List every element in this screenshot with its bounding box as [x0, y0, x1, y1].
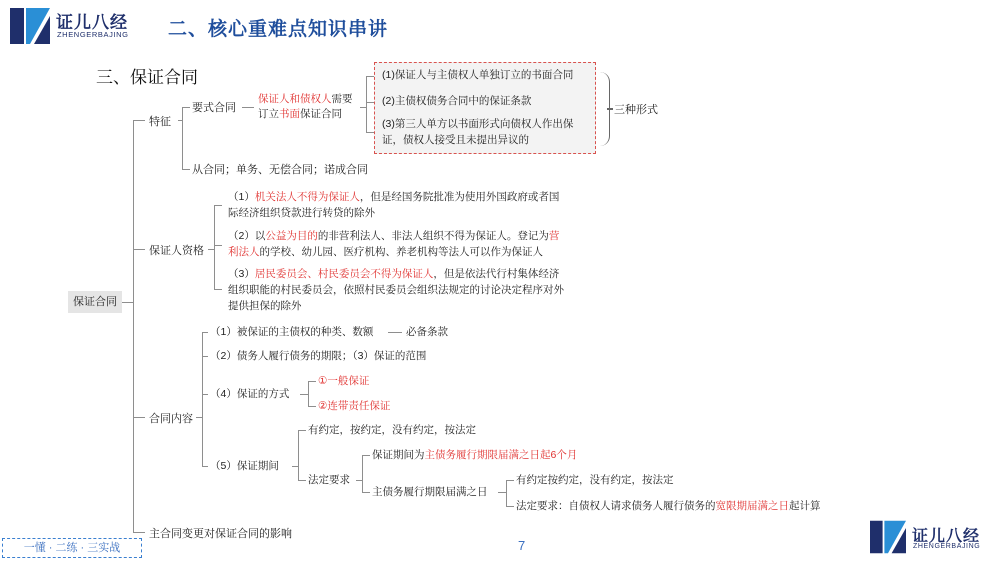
qualification-item-2-line2: 利法人的学校、幼儿园、医疗机构、养老机构等法人可以作为保证人: [228, 246, 543, 258]
content-item-5: （5）保证期间: [210, 460, 279, 472]
qualification-item-3-line3: 提供担保的除外: [228, 300, 302, 312]
formal-contract-desc-line1: 保证人和债权人需要: [258, 93, 353, 105]
brand-name-footer: 证儿八经: [912, 528, 981, 545]
mode-general-guarantee: ①一般保证: [318, 375, 370, 387]
page-number: 7: [518, 538, 526, 553]
content-item-1: （1）被保证的主债权的种类、数额: [210, 326, 374, 338]
qualification-item-1-line2: 际经济组织贷款进行转贷的除外: [228, 207, 375, 219]
content-item-4: （4）保证的方式: [210, 388, 290, 400]
brand-name: 证儿八经: [56, 13, 128, 32]
brand-name-en-footer: ZHENGERBAJING: [913, 543, 981, 550]
mode-joint-guarantee: ②连带责任保证: [318, 400, 391, 412]
footer-slogan-tag: 一懂 · 二练 · 三实战: [2, 538, 142, 558]
form-item-2: (2)主债权债务合同中的保证条款: [382, 95, 532, 107]
qualification-item-1-line1: （1）机关法人不得为保证人，但是经国务院批准为使用外国政府或者国: [228, 191, 560, 203]
brand-name-en: ZHENGERBAJING: [57, 30, 129, 39]
page-title: 二、核心重难点知识串讲: [168, 19, 389, 40]
period-agreed: 有约定，按约定，没有约定，按法定: [308, 424, 476, 436]
section-title: 三、保证合同: [96, 68, 198, 87]
qualification-item-2-line1: （2）以公益为目的的非营利法人、非法人组织不得为保证人。登记为营: [228, 230, 560, 242]
expiry-agreed: 有约定按约定，没有约定，按法定: [516, 474, 674, 486]
brand-logo-icon: [868, 519, 908, 555]
qualification-item-3-line2: 组织职能的村民委员会，依照村民委员会组织法规定的讨论决定程序对外: [228, 284, 564, 296]
node-guarantor-qualification: 保证人资格: [149, 245, 204, 257]
content-item-2-3: （2）债务人履行债务的期限；（3）保证的范围: [210, 350, 427, 362]
node-formal-contract: 要式合同: [192, 102, 236, 114]
node-main-contract-change: 主合同变更对保证合同的影响: [149, 528, 292, 540]
qualification-item-3-line1: （3）居民委员会、村民委员会不得为保证人，但是依法代行村集体经济: [228, 268, 560, 280]
node-other-features: 从合同；单务、无偿合同；诺成合同: [192, 164, 368, 176]
brand-logo-icon: [8, 6, 52, 46]
root-node-guarantee-contract: 保证合同: [68, 291, 122, 313]
period-legal-label: 法定要求: [308, 474, 350, 486]
formal-contract-desc-line2: 订立书面保证合同: [258, 108, 342, 120]
form-item-3-line1: (3)第三人单方以书面形式向债权人作出保: [382, 118, 574, 130]
three-forms-label: 三种形式: [614, 104, 658, 116]
form-item-3-line2: 证，债权人接受且未提出异议的: [382, 134, 529, 146]
period-legal-desc: 保证期间为主债务履行期限届满之日起6个月: [372, 449, 578, 461]
expiry-legal: 法定要求：自债权人请求债务人履行债务的宽限期届满之日起计算: [516, 500, 821, 512]
form-item-1: (1)保证人与主债权人单独订立的书面合同: [382, 69, 574, 81]
node-features: 特征: [149, 116, 171, 128]
content-item-1-tag: 必备条款: [406, 326, 448, 338]
expiry-label: 主债务履行期限届满之日: [372, 486, 488, 498]
node-contract-content: 合同内容: [149, 413, 193, 425]
